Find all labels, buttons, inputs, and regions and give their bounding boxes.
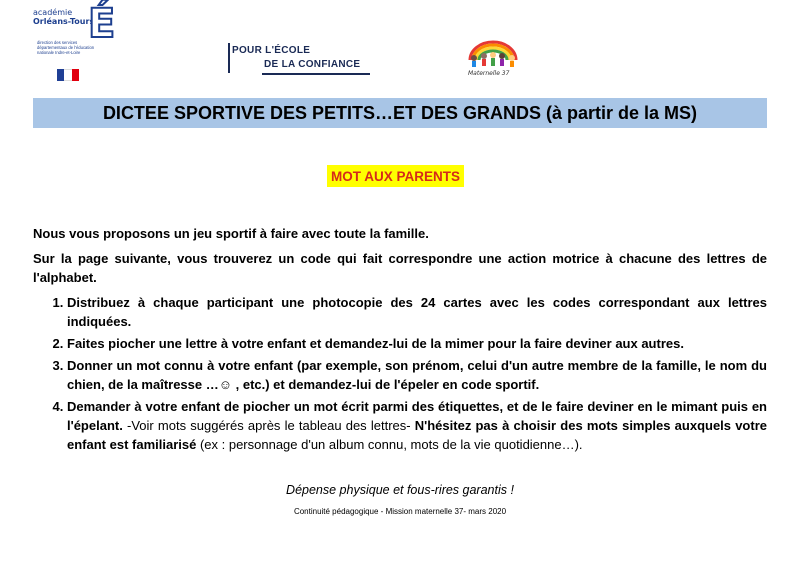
list-item [67, 397, 767, 454]
list-item: 2. Faites piocher une lettre à votre enfant et demandez-lui de la mimer pour la faire deviner aux autres. [67, 334, 767, 353]
maternelle-label: Maternelle 37 [468, 70, 510, 76]
academie-line2: Orléans-Tours [33, 17, 95, 26]
ecole-logo-line2: DE LA CONFIANCE [264, 59, 361, 70]
academie-logo [33, 1, 123, 86]
logo-underline-divider [262, 73, 370, 75]
code-paragraph: Sur la page suivante, vous trouverez un code qui fait correspondre une action motrice à chacune des lettres de l'alphabet. [33, 251, 767, 285]
ecole-confiance-logo [228, 41, 373, 77]
list-item: 3. Donner un mot connu à votre enfant (par exemple, son prénom, celui d'un autre membre de la famille, le nom du chien, de la maîtresse …☺ , etc.) et demandez-lui de l'épeler en code sportif. [67, 356, 767, 394]
title-band [33, 98, 767, 128]
page-title: DICTEE SPORTIVE DES PETITS…ET DES GRANDS (à partir de la MS) [102, 102, 698, 123]
children-rainbow-icon [462, 38, 524, 76]
step4-advice: N'hésitez pas à choisir des mots simples auxquels votre enfant est familiarisé [67, 418, 767, 452]
french-flag-icon [57, 69, 79, 81]
step4-example: (ex : personnage d'un album connu, mots de la vie quotidienne…). [196, 437, 583, 452]
maternelle-37-logo [462, 38, 524, 76]
intro-paragraph: Nous vous proposons un jeu sportif à faire avec toute la famille. [33, 226, 429, 241]
academie-wordmark [33, 8, 94, 26]
instructions-list [33, 293, 767, 454]
ecole-logo-line1: POUR L'ÉCOLE [232, 45, 311, 56]
step4-text: Demander à votre enfant de piocher un mot écrit parmi des étiquettes, et de le faire deviner en le mimant puis en l'épelant. [67, 399, 767, 433]
section-subtitle: MOT AUX PARENTS [327, 165, 464, 187]
academie-letter: É [88, 1, 116, 47]
step4-note: -Voir mots suggérés après le tableau des lettres- [122, 418, 415, 433]
letter-body [33, 224, 767, 457]
slogan: Dépense physique et fous-rires garantis ! [286, 483, 514, 497]
academie-line1: académie [33, 8, 73, 17]
academie-service-label: direction des services départementaux de l'éducation nationale Indre-et-Loire [37, 40, 95, 55]
footer-credit: Continuité pédagogique - Mission maternelle 37- mars 2020 [293, 507, 507, 516]
list-item: 1. Distribuez à chaque participant une photocopie des 24 cartes avec les codes correspondant aux lettres indiquées. [67, 293, 767, 331]
logo-bar-divider [228, 43, 230, 73]
